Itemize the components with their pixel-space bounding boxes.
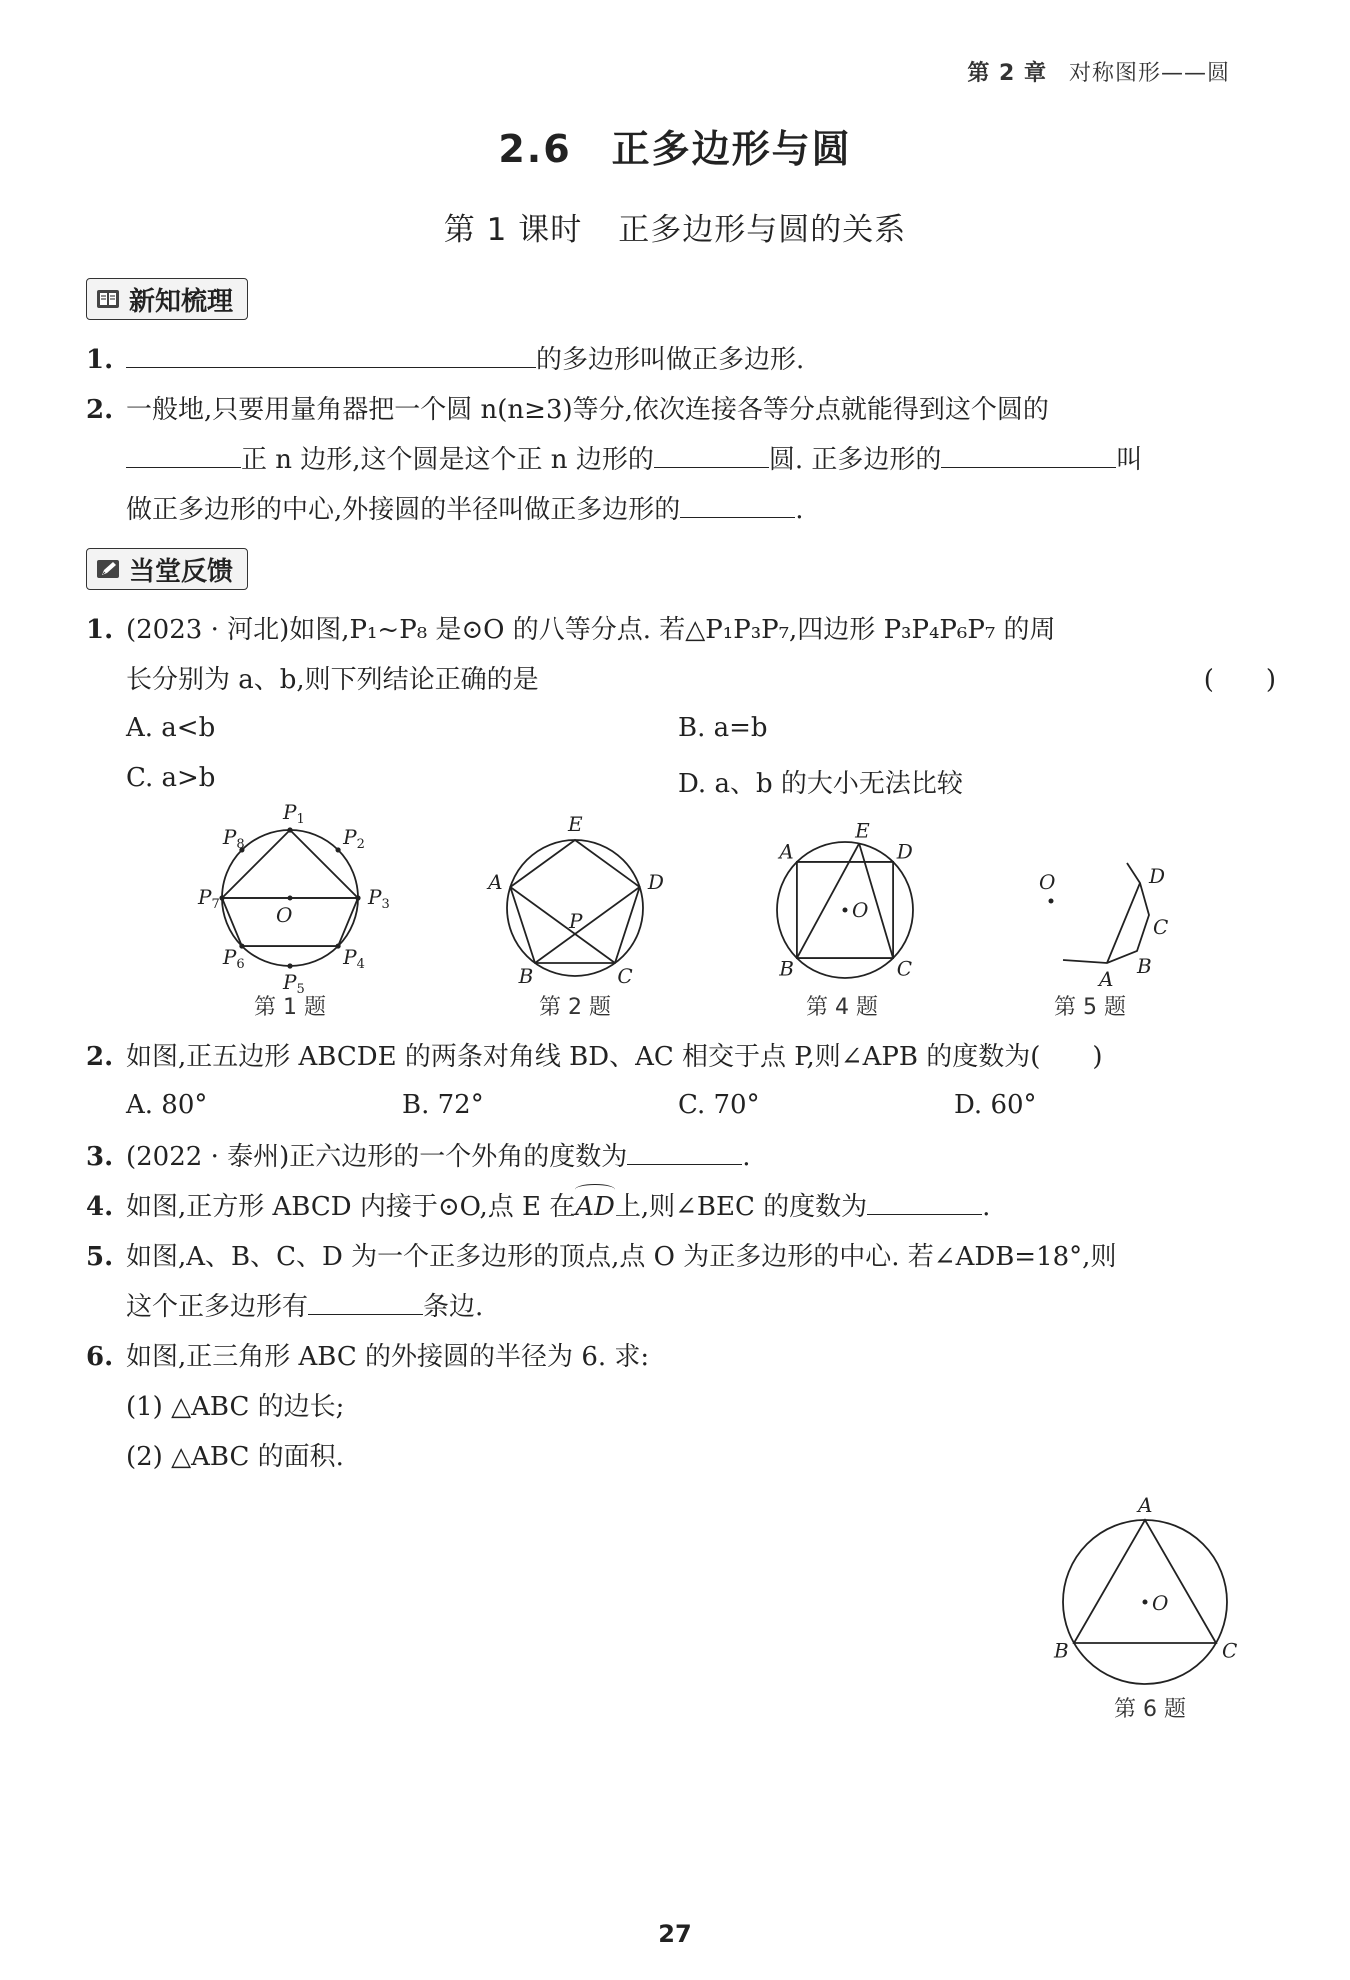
vertex-label-d: D [1149, 864, 1166, 888]
answer-parentheses[interactable]: ( ) [1203, 665, 1276, 695]
arc-point-label: E [855, 818, 870, 843]
vertex-label-c: C [1153, 915, 1169, 939]
option-c[interactable]: C. a>b [126, 763, 216, 793]
option-a[interactable]: A. 80° [126, 1090, 208, 1120]
question-text: 上,则∠BEC 的度数为 [614, 1192, 868, 1222]
knowledge-q2-line1 [86, 393, 1276, 427]
question-end: . [742, 1142, 751, 1172]
figure-6-caption: 第 6 题 [1114, 1697, 1186, 1722]
vertex-label-b: B [1053, 1638, 1069, 1663]
vertex-label-c: C [1222, 1638, 1238, 1663]
question-text: 如图,正五边形 ABCDE 的两条对角线 BD、AC 相交于点 P,则∠APB 的度数为( ) [126, 1042, 1103, 1072]
question-text: 这个正多边形有 [126, 1292, 309, 1322]
knowledge-q2-line3 [126, 493, 1316, 527]
lesson-title [0, 204, 1350, 249]
question-number: 1. [86, 345, 114, 375]
question-text: 如图,正方形 ABCD 内接于⊙O,点 E 在 [126, 1192, 576, 1222]
figure-1-caption: 第 1 题 [254, 995, 326, 1020]
knowledge-q1 [86, 343, 1276, 377]
answer-blank[interactable] [941, 443, 1116, 468]
feedback-q6-part2: (2) △ABC 的面积. [126, 1442, 344, 1472]
new-knowledge-heading [86, 278, 248, 320]
vertex-label-d: D [647, 870, 664, 895]
center-label: O [852, 898, 869, 922]
figure-4 [760, 818, 930, 988]
point-label-p2: $P_2$ [343, 824, 365, 852]
feedback-q1-line2 [126, 663, 1276, 697]
figure-6 [1040, 1490, 1260, 1700]
section-number: 2.6 [498, 127, 572, 171]
answer-blank[interactable] [126, 443, 241, 468]
question-number: 6. [86, 1342, 114, 1372]
knowledge-q2-line2 [126, 443, 1316, 477]
option-c[interactable]: C. 70° [678, 1090, 760, 1120]
figure-1 [198, 800, 390, 997]
vertex-label-e: E [568, 812, 583, 836]
vertex-label-b: B [779, 956, 795, 981]
question-number: 2. [86, 1042, 114, 1072]
feedback-q3 [86, 1140, 1276, 1174]
point-label-p6: $P_6$ [222, 945, 245, 973]
vertex-label-b: B [1137, 954, 1152, 978]
vertex-label-c: C [896, 956, 913, 981]
question-text: . [795, 495, 804, 525]
answer-blank[interactable] [627, 1140, 742, 1165]
feedback-q5-line1 [86, 1240, 1276, 1274]
feedback-q2 [86, 1040, 1276, 1074]
arc-ad: AD [575, 1192, 615, 1222]
lesson-title-text: 正多边形与圆的关系 [618, 212, 907, 248]
question-text: 的多边形叫做正多边形. [536, 345, 805, 375]
question-number: 1. [86, 615, 114, 645]
figure-5-caption: 第 5 题 [1054, 995, 1126, 1020]
book-icon [95, 287, 121, 311]
question-text: 条边. [423, 1292, 484, 1322]
question-text: 长分别为 a、b,则下列结论正确的是 [126, 665, 539, 695]
center-label: O [1039, 870, 1056, 894]
vertex-label-a: A [779, 839, 794, 864]
running-header [967, 56, 1230, 87]
question-text: 如图,A、B、C、D 为一个正多边形的顶点,点 O 为正多边形的中心. 若∠ADB=18°,则 [126, 1242, 1117, 1272]
question-number: 3. [86, 1142, 114, 1172]
feedback-heading [86, 548, 248, 590]
point-label-p3: $P_3$ [368, 885, 390, 912]
point-label-p8: $P_8$ [222, 824, 245, 852]
figure-4-caption: 第 4 题 [806, 995, 878, 1020]
chapter-label: 第 2 章 [967, 61, 1047, 86]
point-label-p5: $P_5$ [283, 970, 305, 997]
question-end: . [982, 1192, 991, 1222]
figure-2 [488, 812, 664, 988]
feedback-q5-line2 [126, 1290, 1316, 1324]
option-d[interactable]: D. 60° [954, 1090, 1037, 1120]
figure-2-caption: 第 2 题 [539, 995, 611, 1020]
vertex-label-a: A [488, 870, 503, 895]
question-text: 叫 [1116, 445, 1143, 475]
option-d[interactable]: D. a、b 的大小无法比较 [678, 769, 963, 799]
answer-blank[interactable] [308, 1290, 423, 1315]
question-text: 如图,正三角形 ABC 的外接圆的半径为 6. 求: [126, 1342, 650, 1372]
question-number: 4. [86, 1192, 114, 1222]
question-number: 5. [86, 1242, 114, 1272]
answer-blank[interactable] [126, 343, 536, 368]
point-label-p7: $P_7$ [198, 885, 220, 912]
vertex-label-a: A [1099, 967, 1114, 991]
section-title-text: 正多边形与圆 [611, 127, 852, 171]
vertex-label-b: B [518, 963, 534, 988]
feedback-q6-part1: (1) △ABC 的边长; [126, 1392, 345, 1422]
question-text: (2022 · 泰州)正六边形的一个外角的度数为 [126, 1142, 628, 1172]
option-a[interactable]: A. a<b [126, 713, 216, 743]
feedback-q1-line1 [86, 613, 1276, 647]
answer-blank[interactable] [867, 1190, 982, 1215]
figure-4-lines [797, 843, 893, 958]
question-number: 2. [86, 395, 114, 425]
question-text: 做正多边形的中心,外接圆的半径叫做正多边形的 [126, 495, 681, 525]
feedback-label: 当堂反馈 [129, 556, 234, 587]
figure-6-lines [1074, 1520, 1216, 1643]
figure-5 [1025, 835, 1175, 995]
center-label: O [276, 903, 293, 927]
point-label-p1: $P_1$ [283, 800, 305, 827]
vertex-label-c: C [617, 963, 633, 988]
point-label-p4: $P_4$ [343, 945, 365, 973]
answer-blank[interactable] [654, 443, 769, 468]
figure-2-labels [486, 812, 664, 988]
center-label: O [1152, 1591, 1169, 1615]
feedback-q6 [86, 1340, 1276, 1374]
question-text: 一般地,只要用量角器把一个圆 n(n≥3)等分,依次连接各等分点就能得到这个圆的 [126, 395, 1049, 425]
pencil-icon [95, 557, 121, 581]
figure-6-labels [1053, 1493, 1237, 1663]
vertex-label-a: A [1138, 1493, 1153, 1517]
answer-blank[interactable] [680, 493, 795, 518]
question-text: 圆. 正多边形的 [768, 445, 942, 475]
page-number: 27 [658, 1920, 692, 1948]
chapter-topic: 对称图形——圆 [1068, 61, 1230, 86]
question-text: (2023 · 河北)如图,P₁~P₈ 是⊙O 的八等分点. 若△P₁P₃P₇,四边形 P₃P₄P₆P₇ 的周 [126, 615, 1056, 645]
intersection-label: P [569, 908, 583, 933]
new-knowledge-label: 新知梳理 [129, 286, 234, 317]
section-title [0, 118, 1350, 173]
question-text: 正 n 边形,这个圆是这个正 n 边形的 [241, 445, 654, 475]
vertex-label-d: D [896, 839, 913, 864]
option-b[interactable]: B. 72° [402, 1090, 484, 1120]
option-b[interactable]: B. a=b [678, 713, 768, 743]
feedback-q4 [86, 1190, 1276, 1224]
lesson-number: 第 1 课时 [443, 212, 583, 248]
